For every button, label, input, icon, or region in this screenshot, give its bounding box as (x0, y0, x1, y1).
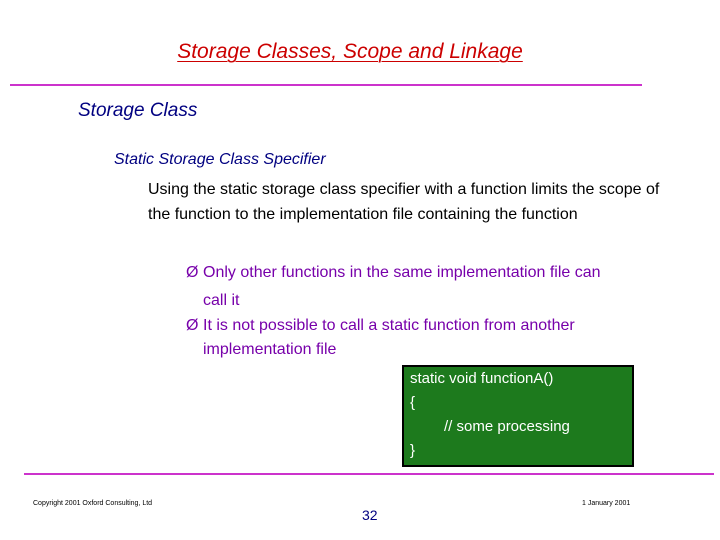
bullet-item-1 (186, 259, 666, 315)
bullet-continuation: implementation file (203, 341, 337, 358)
section-heading: Storage Class (78, 100, 198, 121)
code-example-box (402, 365, 634, 467)
code-line: // some processing (444, 418, 570, 435)
footer-copyright: Copyright 2001 Oxford Consulting, Ltd (33, 500, 153, 507)
footer-date: 1 January 2001 (582, 500, 631, 507)
page-number: 32 (362, 507, 378, 523)
subsection-heading: Static Storage Class Specifier (114, 151, 326, 168)
arrow-bullet-icon: Ø (186, 264, 199, 281)
code-line: static void functionA() (410, 370, 554, 387)
slide-title-text: Storage Classes, Scope and Linkage (177, 40, 523, 63)
bullet-line (186, 259, 666, 287)
bottom-divider (24, 473, 714, 475)
arrow-bullet-icon: Ø (186, 317, 199, 334)
bullet-item-2 (186, 314, 666, 362)
body-paragraph: Using the static storage class specifier with a function limits the scope of the function to the implementation file containing the function (148, 181, 660, 223)
bullet-text: It is not possible to call a static function from another (203, 317, 575, 334)
bullet-continuation: call it (203, 292, 240, 309)
bullet-line (186, 314, 666, 338)
code-line: } (410, 442, 416, 459)
top-divider (10, 84, 642, 86)
slide-title (0, 40, 700, 64)
code-line: { (410, 394, 416, 411)
bullet-text: Only other functions in the same implementation file can (203, 264, 601, 281)
